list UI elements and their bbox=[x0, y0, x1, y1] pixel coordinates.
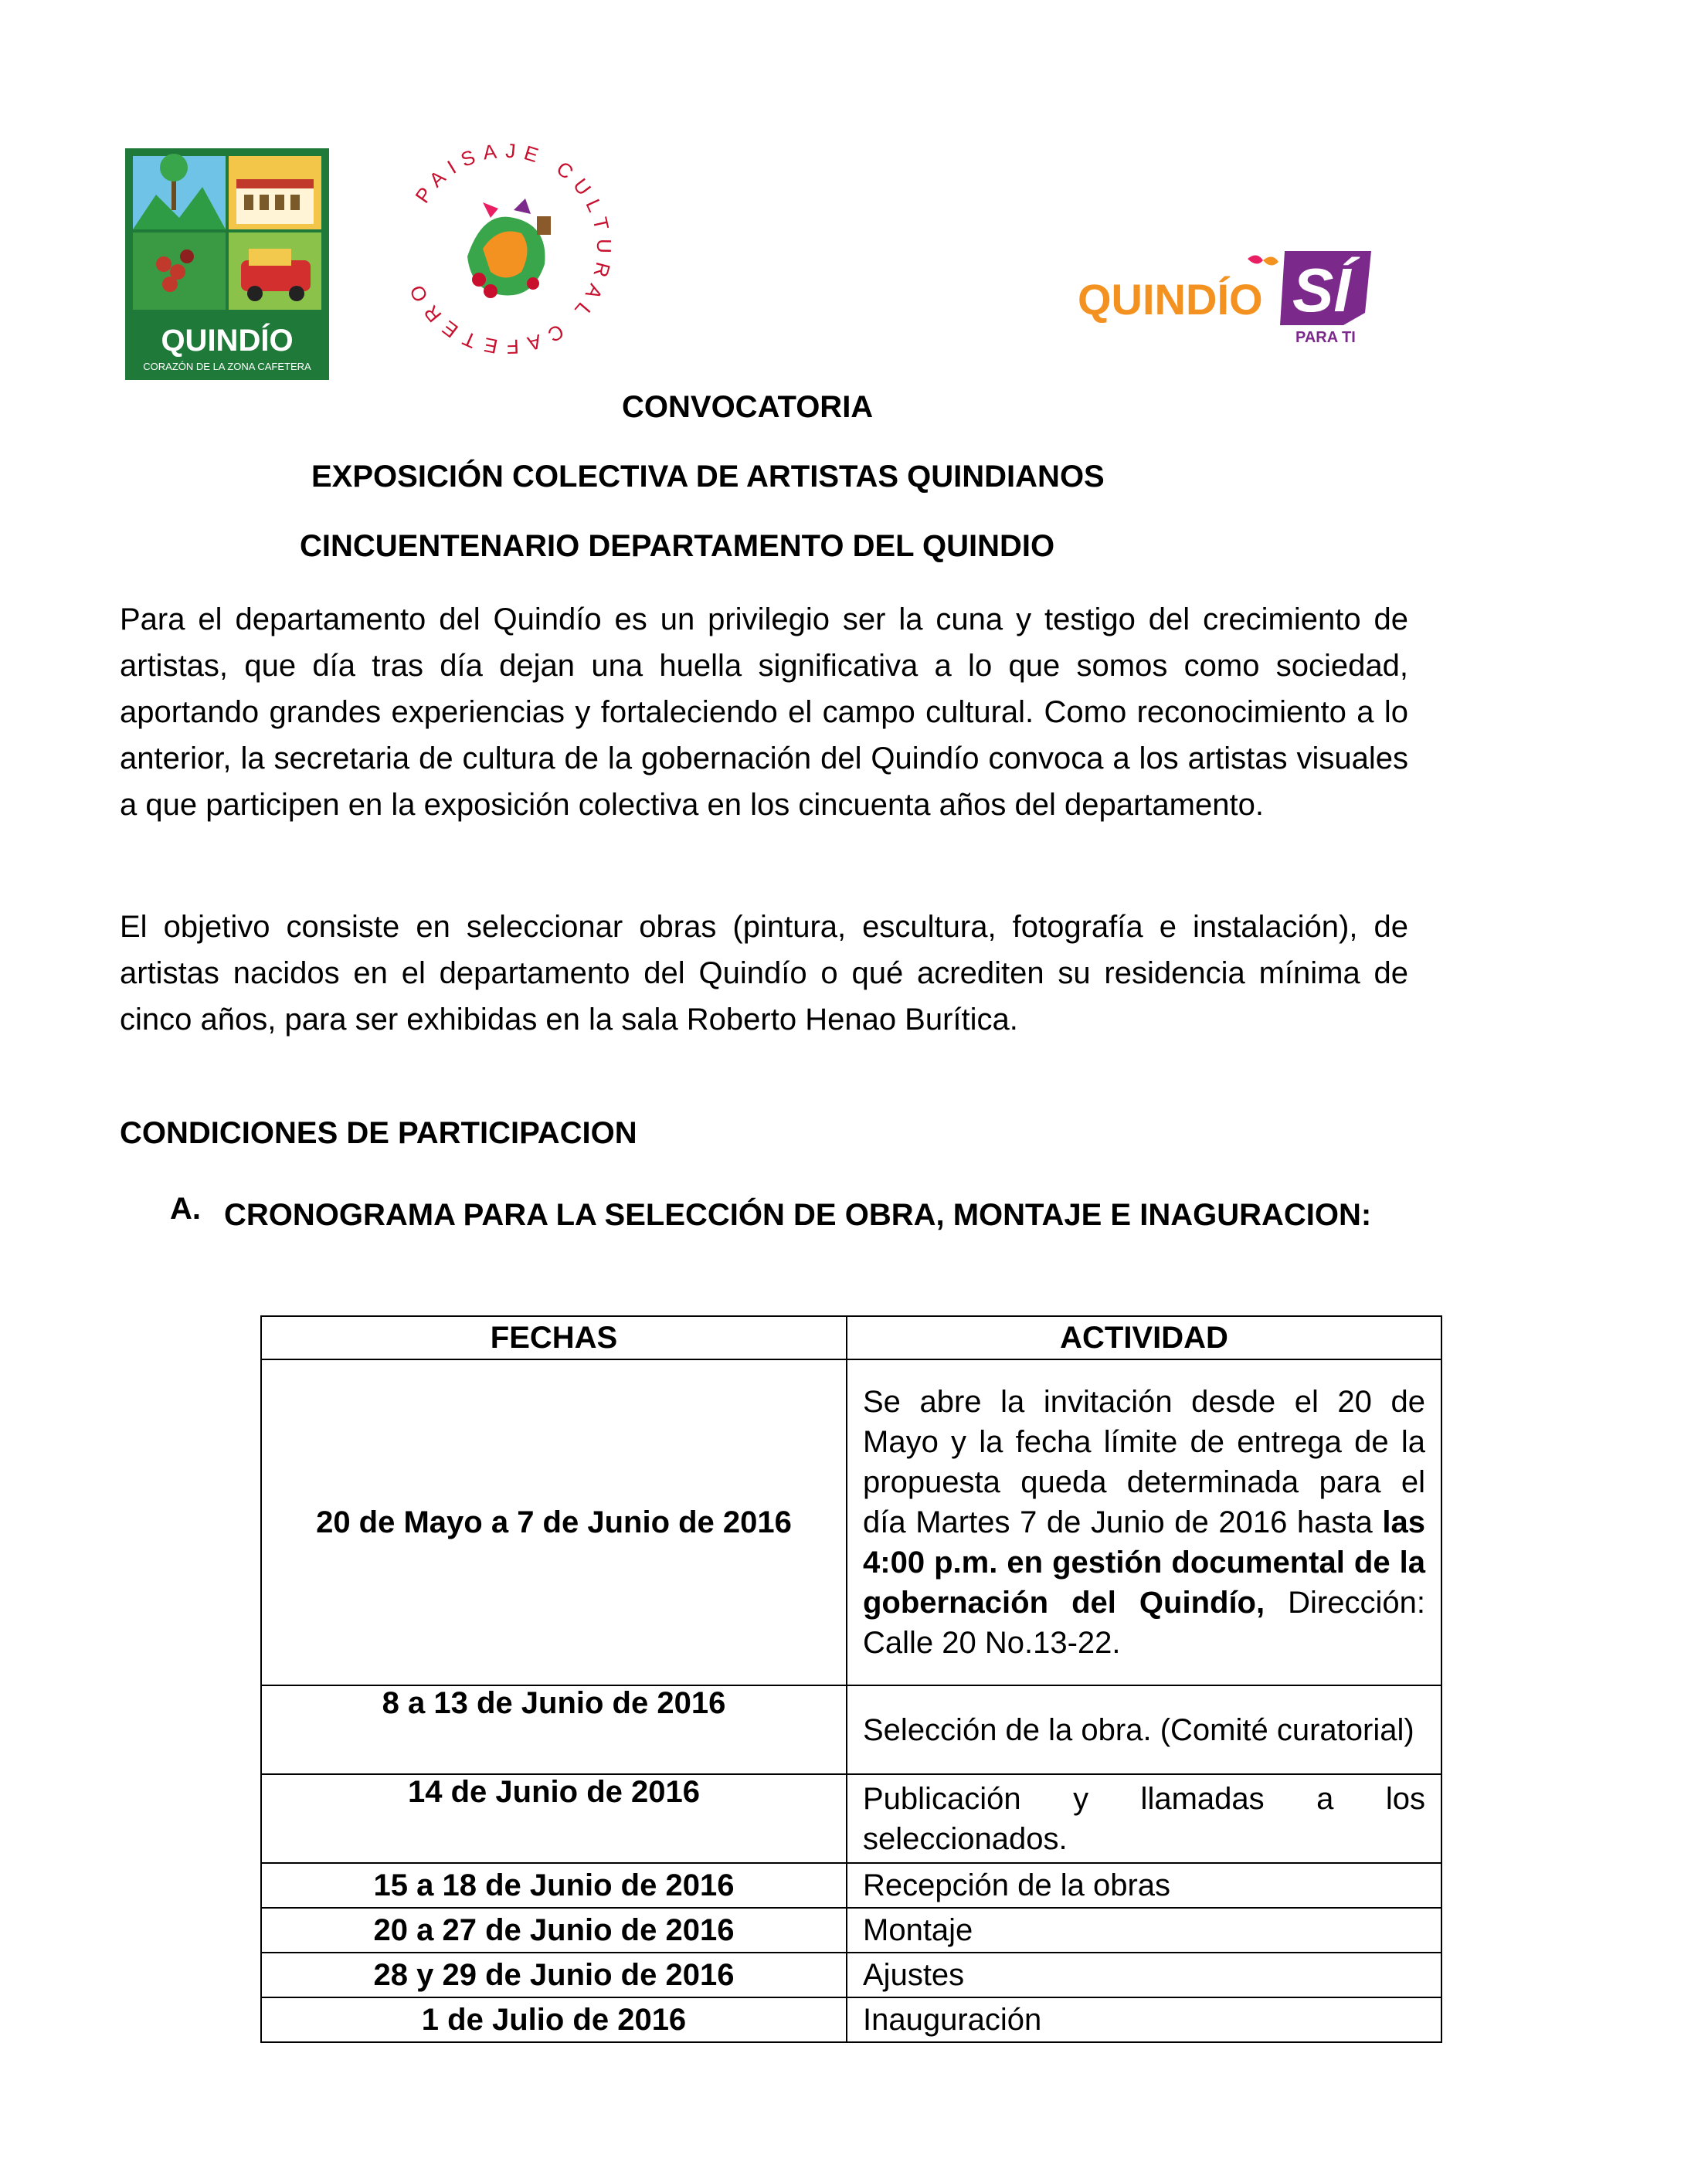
table-row bbox=[261, 1863, 1441, 1908]
row-activity-text-end: Dirección: Calle 20 No.13-22. bbox=[863, 1586, 1425, 1660]
paisaje-cultural-cafetero-logo bbox=[398, 141, 614, 357]
row-activity: Ajustes bbox=[847, 1953, 1441, 1997]
section-a-title: CRONOGRAMA PARA LA SELECCIÓN DE OBRA, MONTAJE E INAGURACION: bbox=[224, 1198, 1372, 1232]
row-activity-text: Se abre la invitación desde el 20 de Mayo y la fecha límite de entrega de la propuesta queda determinada para el día Martes 7 de Junio de 2016 hasta bbox=[863, 1385, 1425, 1539]
paisaje-logo-text: PAISAJE CULTURAL CAFETERO bbox=[401, 141, 614, 357]
quindio-si-para-ti-logo bbox=[1078, 251, 1371, 351]
row-activity: Publicación y llamadas a los seleccionados. bbox=[847, 1774, 1441, 1863]
quindio-logo-name: QUINDÍO bbox=[161, 324, 294, 358]
row-date: 20 a 27 de Junio de 2016 bbox=[261, 1908, 847, 1953]
table-row bbox=[261, 1908, 1441, 1953]
row-activity: Selección de la obra. (Comité curatorial) bbox=[847, 1685, 1441, 1774]
heading-exposicion: EXPOSICIÓN COLECTIVA DE ARTISTAS QUINDIANOS bbox=[311, 460, 1105, 494]
row-date: 20 de Mayo a 7 de Junio de 2016 bbox=[261, 1359, 847, 1685]
row-activity: Recepción de la obras bbox=[847, 1863, 1441, 1908]
quindio-logo-tagline: CORAZÓN DE LA ZONA CAFETERA bbox=[143, 361, 311, 372]
header-actividad: ACTIVIDAD bbox=[847, 1316, 1441, 1359]
intro-paragraph: Para el departamento del Quindío es un privilegio ser la cuna y testigo del crecimiento de artistas, que día tras día dejan una huella significativa a lo que somos como sociedad, aportando grandes experiencias y fortaleciendo el campo cultural. Como reconocimiento a lo anterior, la secretaria de cultura de la gobernación del Quindío convoca a los artistas visuales a que participen en la exposición colectiva en los cincuenta años del departamento. bbox=[120, 602, 1408, 822]
row-date: 14 de Junio de 2016 bbox=[261, 1774, 847, 1863]
table-row bbox=[261, 1953, 1441, 1997]
row-activity: Inauguración bbox=[847, 1997, 1441, 2042]
row-date: 28 y 29 de Junio de 2016 bbox=[261, 1953, 847, 1997]
row-activity-bold: las 4:00 p.m. en gestión documental de la gobernación del Quindío, bbox=[863, 1505, 1425, 1620]
row-date: 15 a 18 de Junio de 2016 bbox=[261, 1863, 847, 1908]
row-activity bbox=[847, 1359, 1441, 1685]
section-a-letter: A. bbox=[170, 1192, 201, 1226]
quindio-si-word: QUINDÍO bbox=[1078, 275, 1263, 324]
quindio-logo bbox=[125, 148, 329, 380]
quindio-si-para-ti: PARA TI bbox=[1295, 329, 1356, 346]
row-date: 8 a 13 de Junio de 2016 bbox=[261, 1685, 847, 1774]
quindio-si-si: SÍ bbox=[1292, 256, 1351, 324]
header-fechas: FECHAS bbox=[261, 1316, 847, 1359]
table-header-row bbox=[261, 1316, 1441, 1359]
row-date: 1 de Julio de 2016 bbox=[261, 1997, 847, 2042]
table-row bbox=[261, 1997, 1441, 2042]
table-row bbox=[261, 1774, 1441, 1863]
row-activity: Montaje bbox=[847, 1908, 1441, 1953]
table-row bbox=[261, 1359, 1441, 1685]
schedule-table bbox=[260, 1315, 1442, 2043]
heading-cincuentenario: CINCUENTENARIO DEPARTAMENTO DEL QUINDIO bbox=[300, 529, 1055, 563]
objetivo-paragraph: El objetivo consiste en seleccionar obras (pintura, escultura, fotografía e instalación), de artistas nacidos en el departamento del Quindío o qué acrediten su residencia mínima de cinco años, para ser exhibidas en la sala Roberto Henao Burítica. bbox=[120, 910, 1408, 1037]
heading-convocatoria: CONVOCATORIA bbox=[622, 390, 874, 424]
conditions-heading: CONDICIONES DE PARTICIPACION bbox=[120, 1116, 637, 1150]
table-row bbox=[261, 1685, 1441, 1774]
